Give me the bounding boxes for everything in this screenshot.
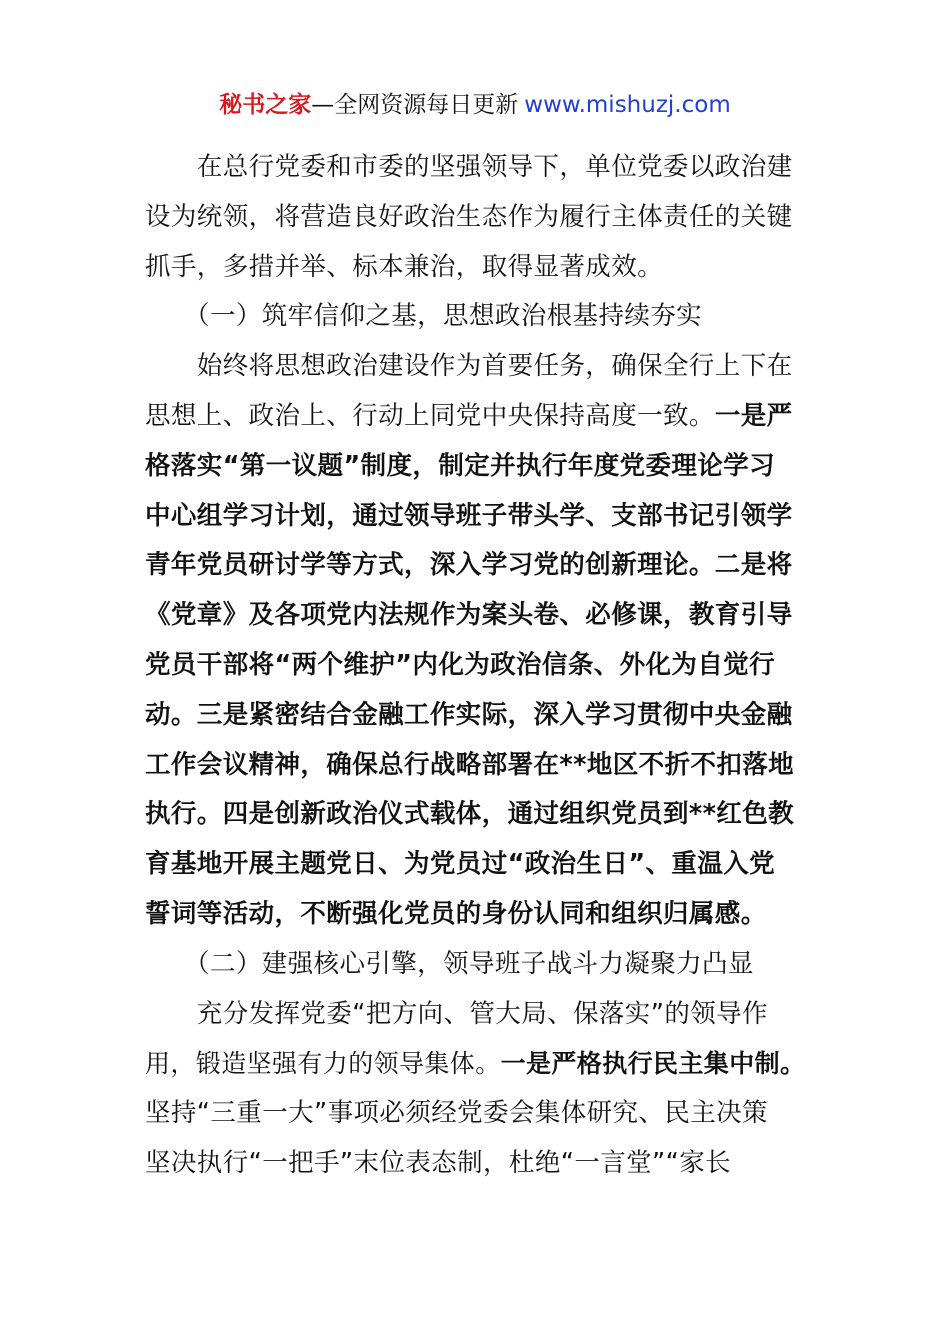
- text-segment: 用，锻造坚强有力的领导集体。: [145, 1049, 501, 1079]
- site-header: [0, 90, 950, 120]
- text-segment: 充分发挥党委“把方向、管大局、保落实”的领导作: [145, 998, 768, 1029]
- bold-text-segment: 一是严: [714, 400, 793, 431]
- bold-text-segment: 一是严格执行民主集中制。: [500, 1049, 806, 1079]
- text-segment: 始终将思想政治建设作为首要任务，确保全行上下在: [145, 351, 793, 382]
- bold-text-segment: 动。三是紧密结合金融工作实际，深入学习贯彻中央金融: [145, 699, 793, 730]
- document-body: [145, 143, 810, 1189]
- text-line: [145, 790, 810, 840]
- text-line: [145, 1139, 810, 1189]
- text-line: [145, 243, 810, 293]
- bold-text-segment: 格落实“第一议题”制度，制定并执行年度党委理论学习: [145, 450, 776, 481]
- text-line: [145, 193, 810, 243]
- text-segment: 抓手，多措并举、标本兼治，取得显著成效。: [145, 251, 664, 282]
- text-segment: （一）筑牢信仰之基，思想政治根基持续夯实: [145, 301, 703, 332]
- text-line: [145, 1089, 810, 1139]
- text-line: [145, 1039, 810, 1089]
- text-line: [145, 292, 810, 342]
- site-url-link[interactable]: www.mishuzj.com: [524, 92, 731, 118]
- text-line: [145, 691, 810, 741]
- text-line: [145, 890, 810, 940]
- text-segment: 在总行党委和市委的坚强领导下，单位党委以政治建: [145, 152, 793, 182]
- text-segment: 思想上、政治上、行动上同党中央保持高度一致。: [145, 400, 715, 431]
- text-line: [145, 143, 810, 193]
- text-line: [145, 541, 810, 591]
- text-line: [145, 492, 810, 542]
- text-line: [145, 392, 810, 442]
- text-segment: （二）建强核心引擎，领导班子战斗力凝聚力凸显: [145, 948, 754, 979]
- text-line: [145, 940, 810, 990]
- text-segment: 坚持“三重一大”事项必须经党委会集体研究、民主决策: [145, 1098, 768, 1129]
- bold-text-segment: 中心组学习计划，通过领导班子带头学、支部书记引领学: [145, 500, 793, 531]
- text-line: [145, 990, 810, 1040]
- bold-text-segment: 育基地开展主题党日、为党员过“政治生日”、重温入党: [145, 849, 776, 880]
- bold-text-segment: 青年党员研讨学等方式，深入学习党的创新理论。二是将: [145, 550, 793, 581]
- text-line: [145, 741, 810, 791]
- text-line: [145, 641, 810, 691]
- text-line: [145, 342, 810, 392]
- text-segment: 坚决执行“一把手”末位表态制，杜绝“一言堂”“家长: [145, 1147, 732, 1178]
- bold-text-segment: 工作会议精神，确保总行战略部署在**地区不折不扣落地: [145, 749, 795, 780]
- text-line: [145, 591, 810, 641]
- bold-text-segment: 誓词等活动，不断强化党员的身份认同和组织归属感。: [145, 898, 767, 929]
- text-segment: 设为统领，将营造良好政治生态作为履行主体责任的关键: [145, 201, 793, 232]
- text-line: [145, 442, 810, 492]
- bold-text-segment: 执行。四是创新政治仪式载体，通过组织党员到**红色教: [145, 799, 795, 830]
- bold-text-segment: 《党章》及各项党内法规作为案头卷、必修课，教育引导: [145, 600, 793, 631]
- bold-text-segment: 党员干部将“两个维护”内化为政治信条、外化为自觉行: [145, 649, 776, 680]
- site-brand: 秘书之家: [219, 92, 312, 118]
- text-line: [145, 840, 810, 890]
- site-tagline: —全网资源每日更新: [311, 92, 519, 118]
